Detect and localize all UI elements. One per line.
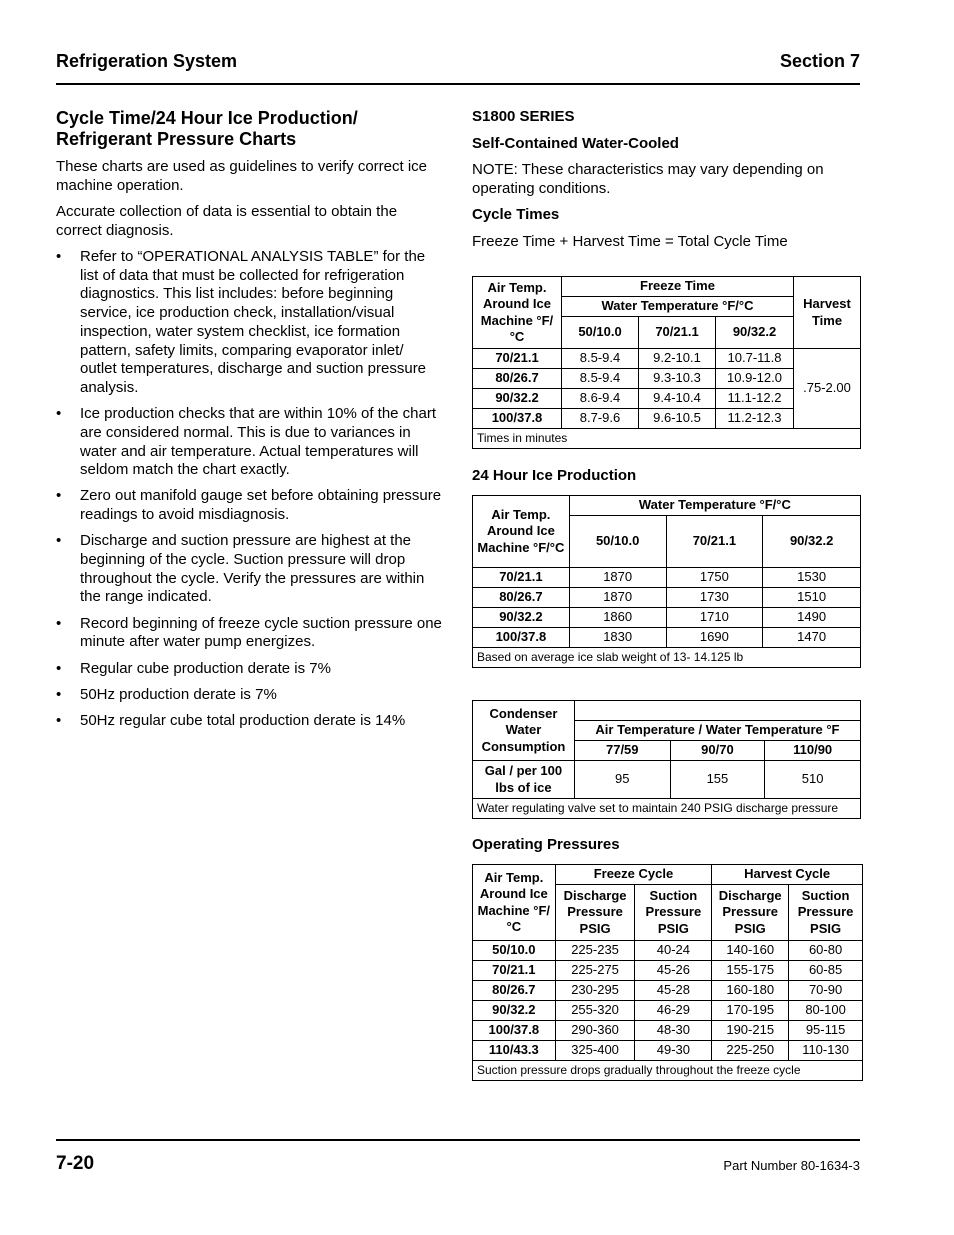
list-item: • Discharge and suction pressure are highest at the beginning of the cycle. Suction pressure will drop throughout the cycle. Verify the pressures are within the range indicated. bbox=[56, 532, 425, 606]
table-cell: 11.1-12.2 bbox=[716, 389, 794, 409]
table-cell: 1510 bbox=[763, 588, 861, 608]
table-row bbox=[473, 1041, 863, 1061]
list-item-text: Zero out manifold gauge set before obtaining pressure readings to avoid misdiagnosis. bbox=[80, 487, 442, 524]
table-row bbox=[473, 961, 863, 981]
harvest-time-header: Harvest Time bbox=[794, 277, 861, 349]
water-temp-header: Water Temperature °F/°C bbox=[562, 297, 794, 317]
table-cell: 160-180 bbox=[712, 981, 789, 1001]
row-header: 50/10.0 bbox=[473, 941, 556, 961]
operating-pressures-table bbox=[472, 864, 863, 1081]
list-item-text: Discharge and suction pressure are highest at the beginning of the cycle. Suction pressure will drop throughout the cycle. Verify the pressures are within the range indicated. bbox=[80, 532, 425, 606]
table-cell: 48-30 bbox=[635, 1021, 712, 1041]
machine-type: Self-Contained Water-Cooled bbox=[472, 135, 679, 152]
table-cell: 95 bbox=[574, 761, 670, 799]
table-row bbox=[473, 981, 863, 1001]
cycle-formula: Freeze Time + Harvest Time = Total Cycle Time bbox=[472, 233, 788, 250]
series-name: S1800 SERIES bbox=[472, 108, 575, 125]
table-cell: 225-235 bbox=[555, 941, 635, 961]
row-header: 100/37.8 bbox=[473, 628, 570, 648]
list-item-text: Record beginning of freeze cycle suction pressure one minute after water pump energizes. bbox=[80, 614, 442, 651]
table-footnote: Water regulating valve set to maintain 240 PSIG discharge pressure bbox=[473, 799, 861, 819]
ice-production-heading: 24 Hour Ice Production bbox=[472, 467, 637, 484]
row-header: 90/32.2 bbox=[473, 389, 562, 409]
list-item: • Ice production checks that are within 10% of the chart are considered normal. This is due to variances in water and air temperature. Actual temperatures will seldom match the chart exactly. bbox=[56, 405, 437, 479]
table-cell: 45-28 bbox=[635, 981, 712, 1001]
table-row bbox=[473, 349, 861, 369]
page-heading bbox=[56, 108, 456, 150]
table-cell: 110-130 bbox=[789, 1041, 863, 1061]
condenser-water-table bbox=[472, 700, 861, 819]
table-cell: 225-250 bbox=[712, 1041, 789, 1061]
list-item-text: 50Hz production derate is 7% bbox=[80, 685, 277, 703]
header-rule bbox=[56, 83, 860, 85]
column-header: 90/70 bbox=[670, 741, 765, 761]
table-cell: 1710 bbox=[666, 608, 763, 628]
table-cell: 60-85 bbox=[789, 961, 863, 981]
table-cell: 1860 bbox=[569, 608, 666, 628]
temp-header: Air Temperature / Water Temperature °F bbox=[574, 721, 860, 741]
air-temp-header: Air Temp. Around Ice Machine °F/°C bbox=[473, 865, 556, 941]
table-row bbox=[473, 1001, 863, 1021]
row-header: Gal / per 100 lbs of ice bbox=[473, 761, 575, 799]
list-item-text: 50Hz regular cube total production derate is 14% bbox=[80, 711, 406, 729]
column-header: 90/32.2 bbox=[716, 317, 794, 349]
table-cell: 8.5-9.4 bbox=[562, 349, 639, 369]
operating-pressures-heading: Operating Pressures bbox=[472, 836, 620, 853]
table-cell: 1730 bbox=[666, 588, 763, 608]
table-cell: 1530 bbox=[763, 568, 861, 588]
column-header: 90/32.2 bbox=[763, 516, 861, 568]
table-cell: 80-100 bbox=[789, 1001, 863, 1021]
column-header: 70/21.1 bbox=[666, 516, 763, 568]
row-header: 90/32.2 bbox=[473, 1001, 556, 1021]
row-header: 110/43.3 bbox=[473, 1041, 556, 1061]
table-cell: 155-175 bbox=[712, 961, 789, 981]
table-cell: 8.6-9.4 bbox=[562, 389, 639, 409]
blank-header bbox=[574, 701, 860, 721]
table-cell: 1870 bbox=[569, 588, 666, 608]
table-cell: 9.4-10.4 bbox=[639, 389, 716, 409]
row-header: 70/21.1 bbox=[473, 349, 562, 369]
row-header: 70/21.1 bbox=[473, 568, 570, 588]
table-row bbox=[473, 588, 861, 608]
table-cell: 290-360 bbox=[555, 1021, 635, 1041]
table-cell: 49-30 bbox=[635, 1041, 712, 1061]
table-cell: 1750 bbox=[666, 568, 763, 588]
table-cell: 40-24 bbox=[635, 941, 712, 961]
table-cell: 1830 bbox=[569, 628, 666, 648]
column-header: 50/10.0 bbox=[562, 317, 639, 349]
table-cell: 510 bbox=[765, 761, 861, 799]
accuracy-paragraph: Accurate collection of data is essential to obtain the correct diagnosis. bbox=[56, 203, 398, 239]
row-header: 100/37.8 bbox=[473, 409, 562, 429]
table-cell: 11.2-12.3 bbox=[716, 409, 794, 429]
list-item-text: Ice production checks that are within 10% of the chart are considered normal. This is due to variances in water and air temperature. Actual temperatures will seldom match the chart exactly. bbox=[80, 405, 437, 479]
row-header: 100/37.8 bbox=[473, 1021, 556, 1041]
table-cell: 46-29 bbox=[635, 1001, 712, 1021]
air-temp-header: Air Temp. Around Ice Machine °F/°C bbox=[473, 496, 570, 568]
table-cell: 325-400 bbox=[555, 1041, 635, 1061]
table-cell: 95-115 bbox=[789, 1021, 863, 1041]
section-title: Refrigeration System bbox=[56, 51, 238, 71]
table-row bbox=[473, 568, 861, 588]
list-item: • Regular cube production derate is 7% bbox=[56, 659, 331, 677]
row-header: 80/26.7 bbox=[473, 588, 570, 608]
table-row bbox=[473, 761, 861, 799]
column-header: Discharge Pressure PSIG bbox=[555, 885, 635, 941]
table-cell: 8.7-9.6 bbox=[562, 409, 639, 429]
row-header: 70/21.1 bbox=[473, 961, 556, 981]
table-cell: 1870 bbox=[569, 568, 666, 588]
table-cell: 190-215 bbox=[712, 1021, 789, 1041]
list-item-text: Refer to “OPERATIONAL ANALYSIS TABLE” for the list of data that must be collected for refrigeration diagnostics. This list includes: before beginning service, ice production check, installation/visual inspection, water system checklist, ice formation pattern, safety limits, comparing evaporator inlet/ outlet temperatures, discharge and suction pressure analysis. bbox=[80, 248, 427, 396]
row-header: 90/32.2 bbox=[473, 608, 570, 628]
list-item: • Record beginning of freeze cycle suction pressure one minute after water pump energizes. bbox=[56, 614, 442, 651]
page-heading-line-1: Cycle Time/24 Hour Ice Production/ bbox=[56, 108, 358, 128]
water-temp-header: Water Temperature °F/°C bbox=[569, 496, 860, 516]
column-header: 110/90 bbox=[765, 741, 861, 761]
table-cell: 1490 bbox=[763, 608, 861, 628]
page-number: 7-20 bbox=[56, 1153, 95, 1174]
column-header: 70/21.1 bbox=[639, 317, 716, 349]
cycle-times-heading: Cycle Times bbox=[472, 206, 560, 223]
table-footnote: Based on average ice slab weight of 13- 14.125 lb bbox=[473, 648, 861, 668]
table-cell: 9.6-10.5 bbox=[639, 409, 716, 429]
table-footnote: Times in minutes bbox=[473, 429, 861, 449]
cycle-times-table bbox=[472, 276, 861, 449]
list-item: • Zero out manifold gauge set before obtaining pressure readings to avoid misdiagnosis. bbox=[56, 487, 442, 524]
list-item: • 50Hz regular cube total production derate is 14% bbox=[56, 711, 406, 729]
column-header: 50/10.0 bbox=[569, 516, 666, 568]
table-row bbox=[473, 628, 861, 648]
column-header: Suction Pressure PSIG bbox=[635, 885, 712, 941]
table-cell: 230-295 bbox=[555, 981, 635, 1001]
air-temp-header: Air Temp. Around Ice Machine °F/°C bbox=[473, 277, 562, 349]
column-header: 77/59 bbox=[574, 741, 670, 761]
table-footnote: Suction pressure drops gradually throughout the freeze cycle bbox=[473, 1061, 863, 1081]
table-cell: 225-275 bbox=[555, 961, 635, 981]
operating-note: NOTE: These characteristics may vary depending on operating conditions. bbox=[472, 161, 824, 197]
column-header: Discharge Pressure PSIG bbox=[712, 885, 789, 941]
table-cell: 45-26 bbox=[635, 961, 712, 981]
column-header: Suction Pressure PSIG bbox=[789, 885, 863, 941]
condenser-header: Condenser Water Consumption bbox=[473, 701, 575, 761]
part-number: Part Number 80-1634-3 bbox=[723, 1158, 860, 1173]
table-row bbox=[473, 1021, 863, 1041]
page-heading-line-2: Refrigerant Pressure Charts bbox=[56, 129, 297, 149]
list-item-text: Regular cube production derate is 7% bbox=[80, 659, 331, 677]
freeze-time-header: Freeze Time bbox=[562, 277, 794, 297]
table-cell: 9.3-10.3 bbox=[639, 369, 716, 389]
harvest-cycle-header: Harvest Cycle bbox=[712, 865, 863, 885]
table-row bbox=[473, 608, 861, 628]
row-header: 80/26.7 bbox=[473, 369, 562, 389]
ice-production-table bbox=[472, 495, 861, 668]
table-cell: 1470 bbox=[763, 628, 861, 648]
guideline-list bbox=[56, 248, 444, 738]
table-cell: 60-80 bbox=[789, 941, 863, 961]
table-cell: 9.2-10.1 bbox=[639, 349, 716, 369]
freeze-cycle-header: Freeze Cycle bbox=[555, 865, 712, 885]
list-item: • Refer to “OPERATIONAL ANALYSIS TABLE” for the list of data that must be collected for refrigeration diagnostics. This list includes: before beginning service, ice production check, installation/visual inspection, water system checklist, ice formation pattern, safety limits, comparing evaporator inlet/ outlet temperatures, discharge and suction pressure analysis. bbox=[56, 248, 427, 396]
table-cell: 70-90 bbox=[789, 981, 863, 1001]
table-cell: 1690 bbox=[666, 628, 763, 648]
footer-rule bbox=[56, 1139, 860, 1141]
row-header: 80/26.7 bbox=[473, 981, 556, 1001]
table-cell: 155 bbox=[670, 761, 765, 799]
table-cell: 170-195 bbox=[712, 1001, 789, 1021]
table-cell: 10.9-12.0 bbox=[716, 369, 794, 389]
table-cell: 255-320 bbox=[555, 1001, 635, 1021]
intro-paragraph: These charts are used as guidelines to verify correct ice machine operation. bbox=[56, 158, 428, 194]
table-cell: 8.5-9.4 bbox=[562, 369, 639, 389]
harvest-time-value: .75-2.00 bbox=[794, 349, 861, 429]
table-cell: 10.7-11.8 bbox=[716, 349, 794, 369]
section-number: Section 7 bbox=[779, 51, 860, 71]
table-cell: 140-160 bbox=[712, 941, 789, 961]
list-item: • 50Hz production derate is 7% bbox=[56, 685, 277, 703]
table-row bbox=[473, 941, 863, 961]
